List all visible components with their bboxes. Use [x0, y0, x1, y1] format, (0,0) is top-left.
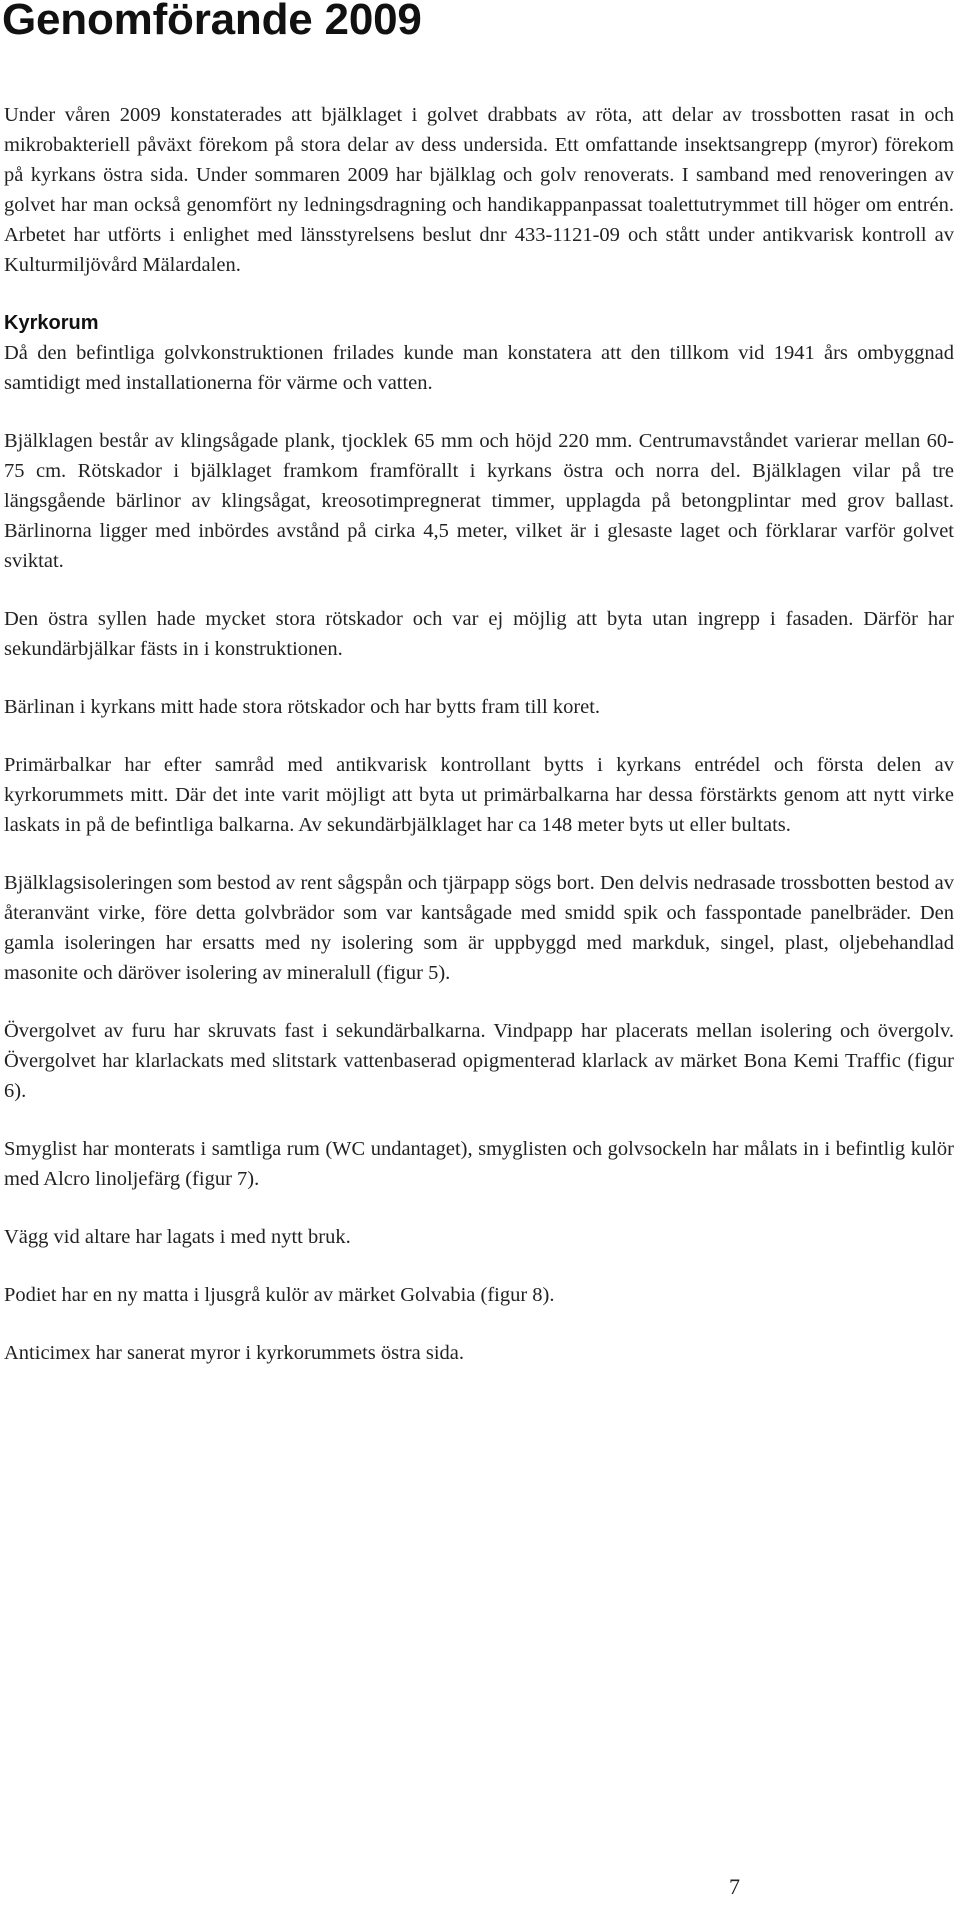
page-title: Genomförande 2009 [2, 0, 422, 44]
paragraph-primarbalkar: Primärbalkar har efter samråd med antikvarisk kontrollant bytts i kyrkans entrédel och första delen av kyrkorummets mitt. Där det inte varit möjligt att byta ut primärbalkarna har dessa förstärkts genom att nytt virke laskats in på de befintliga balkarna. Av sekundärbjälklaget har ca 148 meter byts ut eller bultats. [4, 754, 954, 836]
paragraph-isolering: Bjälklagsisoleringen som bestod av rent sågspån och tjärpapp sögs bort. Den delvis nedrasade trossbotten bestod av återanvänt virke, före detta golvbrädor som var kantsågade med smidd spik och fasspontade panelbräder. Den gamla isoleringen har ersatts med ny isolering som är uppbyggd med markduk, singel, plast, oljebehandlad masonite och däröver isolering av mineralull (figur 5). [4, 872, 954, 984]
intro-paragraph: Under våren 2009 konstaterades att bjälklaget i golvet drabbats av röta, att delar av trossbotten rasat in och mikrobakteriell påväxt förekom på stora delar av dess undersida. Ett omfattande insektsangrepp (myror) förekom på kyrkans östra sida. Under sommaren 2009 har bjälklag och golv renoverats. I samband med renoveringen av golvet har man också genomfört ny ledningsdragning och handikappanpassat toalettutrymmet till höger om entrén. Arbetet har utförts i enlighet med länsstyrelsens beslut dnr 433-1121-09 och stått under antikvarisk kontroll av Kulturmiljövård Mälardalen. [4, 104, 954, 276]
paragraph-anticimex: Anticimex har sanerat myror i kyrkorummets östra sida. [4, 1342, 464, 1364]
page-number: 7 [729, 1874, 740, 1899]
paragraph-ostra-syllen: Den östra syllen hade mycket stora rötskador och var ej möjlig att byta utan ingrepp i fasaden. Därför har sekundärbjälkar fästs in i konstruktionen. [4, 608, 954, 660]
document-body [4, 100, 954, 1396]
section-intro-text: Då den befintliga golvkonstruktionen frilades kunde man konstatera att den tillkom vid 1941 års ombyggnad samtidigt med installationerna för värme och vatten. [4, 342, 954, 394]
paragraph-podiet: Podiet har en ny matta i ljusgrå kulör av märket Golvabia (figur 8). [4, 1284, 555, 1306]
paragraph-overgolvet: Övergolvet av furu har skruvats fast i sekundärbalkarna. Vindpapp har placerats mellan isolering och övergolv. Övergolvet har klarlackats med slitstark vattenbaserad opigmenterad klarlack av märket Bona Kemi Traffic (figur 6). [4, 1020, 954, 1102]
paragraph-bjalklagen: Bjälklagen består av klingsågade plank, tjocklek 65 mm och höjd 220 mm. Centrumavståndet varierar mellan 60-75 cm. Rötskador i bjälklaget framkom framförallt i kyrkans östra och norra del. Bjälklagen vilar på tre längsgående bärlinor av klingsågat, kreosotimpregnerat timmer, upplagda på betongplintar med grov ballast. Bärlinorna ligger med inbördes avstånd på cirka 4,5 meter, vilket är i glesaste laget och förklarar varför golvet sviktat. [4, 430, 954, 572]
paragraph-smyglist: Smyglist har monterats i samtliga rum (WC undantaget), smyglisten och golvsockeln har målats in i befintlig kulör med Alcro linoljefärg (figur 7). [4, 1138, 954, 1190]
kyrkorum-section-intro [4, 308, 954, 398]
paragraph-barlinan: Bärlinan i kyrkans mitt hade stora rötskador och har bytts fram till koret. [4, 696, 601, 718]
paragraph-vagg: Vägg vid altare har lagats i med nytt bruk. [4, 1226, 351, 1248]
section-heading-kyrkorum: Kyrkorum [4, 312, 99, 334]
